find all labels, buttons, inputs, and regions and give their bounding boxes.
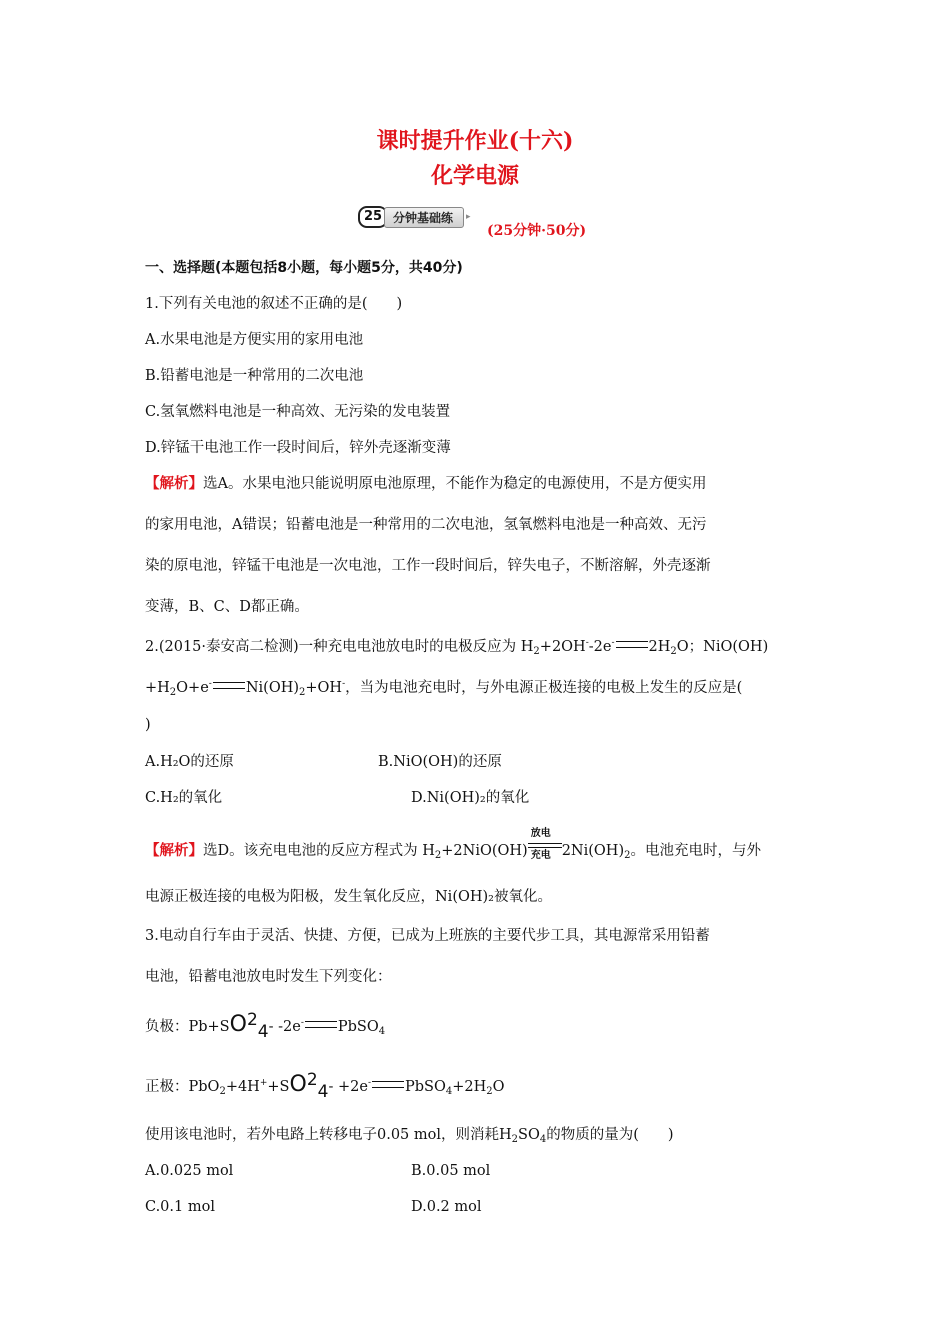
page-subtitle: 化学电源 (430, 163, 519, 189)
q2-option-b: B.NiO(OH)的还原 (378, 754, 502, 770)
q1-option-c: C.氢氧燃料电池是一种高效、无污染的发电装置 (145, 404, 451, 420)
q1-option-d: D.锌锰干电池工作一段时间后，锌外壳逐渐变薄 (145, 440, 451, 456)
q2-option-a: A.H₂O的还原 (145, 754, 234, 770)
q1-option-b: B.铅蓄电池是一种常用的二次电池 (145, 368, 364, 384)
q3-stem-line-1: 3.电动自行车由于灵活、快捷、方便，已成为上班族的主要代步工具，其电源常采用铅蓄 (145, 928, 710, 944)
reversible-arrow-icon: 放电 充电 (528, 837, 562, 857)
q1-analysis-line-4: 变薄，B、C、D都正确。 (145, 599, 309, 615)
q2-stem-line-1: 2.(2015·泰安高二检测)一种充电电池放电时的电极反应为 $H_2+2OH^--2e^-$ $2H_2O$；NiO(OH) (145, 638, 769, 657)
q2-option-d: D.Ni(OH)₂的氧化 (411, 790, 530, 806)
q2-analysis-line-2: 电源正极连接的电极为阳极，发生氧化反应，Ni(OH)₂被氧化。 (145, 889, 552, 905)
q3-option-b: B.0.05 mol (411, 1163, 491, 1179)
q3-positive-electrode: 正极：PbO$_2$+4H++SO24- +2e- $PbSO_4+2H_2O$ (145, 1070, 505, 1102)
q2-stem-line-3: ) (145, 717, 151, 733)
badge-number: 25 (358, 206, 388, 228)
analysis-tag: 【解析】 (145, 475, 203, 492)
badge-arrow-icon: ▸ (466, 212, 471, 222)
page-title: 课时提升作业(十六) (376, 128, 574, 154)
q3-question: 使用该电池时，若外电路上转移电子0.05 mol，则消耗$H_2SO_4$的物质的量为( ) (145, 1127, 674, 1145)
q3-stem-line-2: 电池，铅蓄电池放电时发生下列变化： (145, 969, 392, 985)
q1-analysis-line-3: 染的原电池，锌锰干电池是一次电池，工作一段时间后，锌失电子，不断溶解，外壳逐渐 (145, 558, 711, 574)
q3-negative-electrode: 负极：Pb+SO24- -2e- PbSO$_4$ (145, 1010, 386, 1042)
q1-analysis-line-2: 的家用电池，A错误；铅蓄电池是一种常用的二次电池，氢氧燃料电池是一种高效、无污 (145, 517, 707, 533)
q3-option-d: D.0.2 mol (411, 1199, 482, 1215)
q2-stem-line-2: $+H_2O+e^-$ $Ni(OH)_2+OH^-$，当为电池充电时，与外电源正极连接的电极上发生的反应是( (145, 679, 743, 698)
q2-option-c: C.H₂的氧化 (145, 790, 223, 806)
analysis-tag: 【解析】 (145, 842, 203, 859)
section-heading: 一、选择题(本题包括8小题，每小题5分，共40分) (145, 260, 463, 276)
q3-option-a: A.0.025 mol (145, 1163, 234, 1179)
q3-option-c: C.0.1 mol (145, 1199, 215, 1215)
time-badge (358, 206, 471, 228)
q1-analysis-text: 选A。水果电池只能说明原电池原理，不能作为稳定的电源使用，不是方便实用 (203, 476, 707, 492)
q1-option-a: A.水果电池是方便实用的家用电池 (145, 332, 364, 348)
q2-analysis-line-1: 【解析】选D。该充电电池的反应方程式为 $H_2+2NiO(OH)$ 放电 充电 $2Ni(OH)_2$。电池充电时，与外 (145, 828, 761, 861)
badge-label: 分钟基础练 (384, 207, 464, 228)
time-score-info: (25分钟·50分) (487, 223, 587, 239)
q1-stem: 1.下列有关电池的叙述不正确的是( ) (145, 296, 403, 312)
q1-analysis-line-1 (145, 474, 706, 494)
